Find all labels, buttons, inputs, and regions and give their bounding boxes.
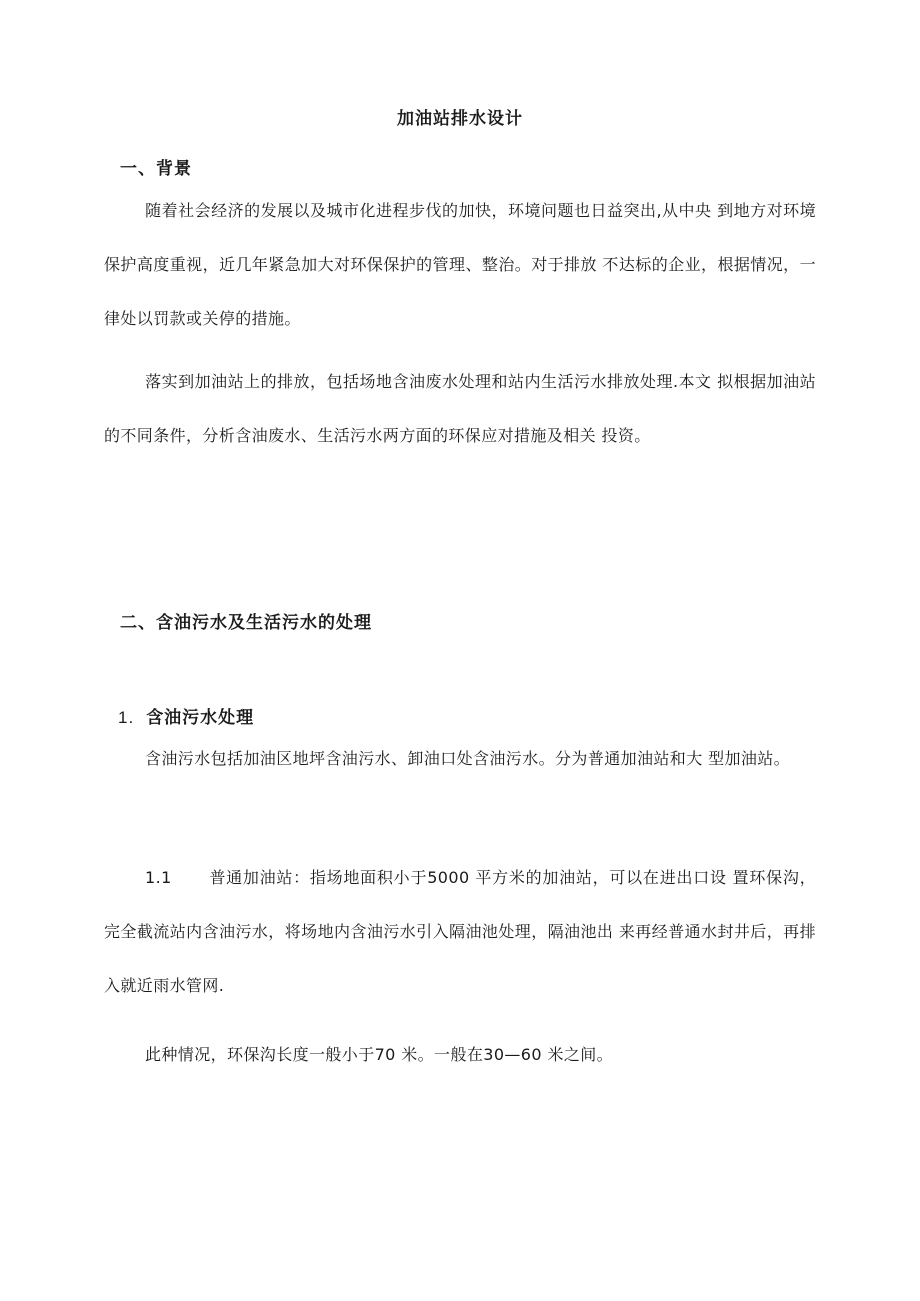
paragraph-text: 此种情况，环保沟长度一般小于70 米。一般在30—60 米之间。	[145, 1045, 614, 1064]
paragraph-text: 随着社会经济的发展以及城市化进程步伐的加快，环境问题也日益突出,从中央 到地方对环境保护高度重视，近几年紧急加大对环保保护的管理、整治。对于排放 不达标的企业，根据情况，一律处以罚款或关停的措施。	[104, 201, 816, 328]
section-heading-background: 一、背景	[120, 159, 192, 179]
paragraph-ditch-length	[104, 1028, 816, 1082]
paragraph-background-1	[104, 184, 816, 346]
paragraph-text: 落实到加油站上的排放，包括场地含油废水处理和站内生活污水排放处理.本文 拟根据加油站的不同条件，分析含油废水、生活污水两方面的环保应对措施及相关 投资。	[104, 372, 816, 445]
subsection-number: 1.	[118, 708, 135, 727]
paragraph-ordinary-station	[104, 851, 816, 1013]
subsection-heading-oily-water	[118, 703, 254, 728]
paragraph-text: 含油污水包括加油区地坪含油污水、卸油口处含油污水。分为普通加油站和大 型加油站。	[145, 749, 791, 768]
item-number: 1.1	[145, 868, 172, 887]
paragraph-oily-water-intro	[104, 732, 816, 786]
document-title: 加油站排水设计	[397, 109, 523, 129]
subsection-title: 含油污水处理	[146, 708, 255, 728]
section-heading-treatment: 二、含油污水及生活污水的处理	[120, 613, 372, 633]
paragraph-background-2	[104, 355, 816, 463]
paragraph-text: 普通加油站：指场地面积小于5000 平方米的加油站，可以在进出口设 置环保沟，完全截流站内含油污水，将场地内含油污水引入隔油池处理，隔油池出 来再经普通水封井后，再排入就近雨水管网.	[104, 868, 816, 995]
